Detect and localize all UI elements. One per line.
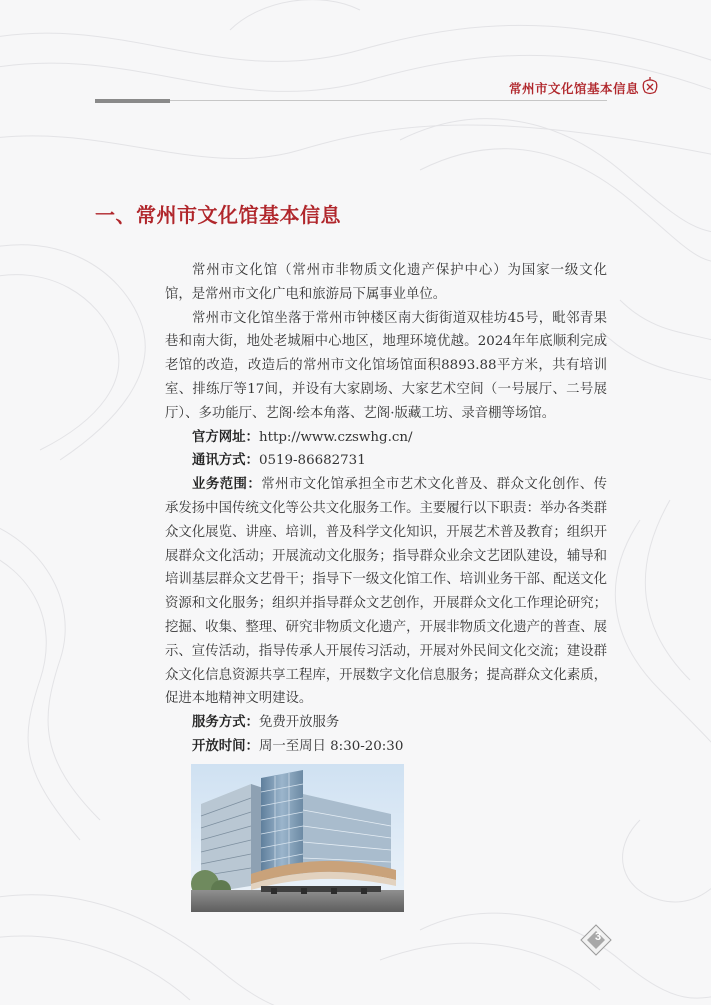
website-label: 官方网址： [192, 428, 259, 445]
section-title: 一、常州市文化馆基本信息 [95, 203, 341, 227]
hours-label: 开放时间： [192, 737, 259, 754]
service-line [165, 711, 607, 735]
scope-value: 常州市文化馆承担全市艺术文化普及、群众文化创作、传承发扬中国传统文化等公共文化服务工作。主要履行以下职责：举办各类群众文化展览、讲座、培训，普及科学文化知识，开展艺术普及教育；组织开展群众文化活动；开展流动文化服务；指导群众业余文艺团队建设，辅导和培训基层群众文艺骨干；指导下一级文化馆工作、培训业务干部、配送文化资源和文化服务；组织并指导群众文艺创作，开展群众文化工作理论研究；挖掘、收集、整理、研究非物质文化遗产，开展非物质文化遗产的普查、展示、宣传活动，指导传承人开展传习活动，开展对外民间文化交流；建设群众文化信息资源共享工程库，开展数字文化信息服务；提高群众文化素质，促进本地精神文明建设。 [165, 477, 608, 707]
hours-line [165, 735, 607, 759]
scope-paragraph [165, 473, 607, 711]
header-rule-accent [95, 99, 170, 103]
hours-value: 周一至周日 8:30-20:30 [258, 738, 404, 754]
website-line [165, 426, 607, 450]
body-content [165, 259, 607, 759]
intro-paragraph: 常州市文化馆（常州市非物质文化遗产保护中心）为国家一级文化馆，是常州市文化广电和旅游局下属事业单位。 [165, 263, 607, 302]
phone-line [165, 449, 607, 473]
lantern-logo-icon [641, 76, 659, 96]
phone-value: 0519-86682731 [258, 453, 366, 469]
service-label: 服务方式： [192, 714, 259, 731]
page-number: 3 [594, 931, 602, 943]
running-header-title: 常州市文化馆基本信息 [508, 81, 639, 96]
service-value: 免费开放服务 [258, 715, 340, 731]
header-rule [95, 100, 607, 101]
scope-label: 业务范围： [192, 476, 262, 493]
website-value: http://www.czswhg.cn/ [258, 429, 413, 445]
phone-label: 通讯方式： [192, 452, 259, 469]
building-photo [191, 764, 404, 912]
location-paragraph: 常州市文化馆坐落于常州市钟楼区南大街街道双桂坊45号，毗邻青果巷和南大街，地处老城厢中心地区，地理环境优越。2024年年底顺利完成老馆的改造，改造后的常州市文化馆场馆面积8893.88平方米，共有培训室、排练厅等17间，并设有大家剧场、大家艺术空间（一号展厅、二号展厅）、多功能厅、艺阁·绘本角落、艺阁·版藏工坊、录音棚等场馆。 [165, 310, 607, 421]
